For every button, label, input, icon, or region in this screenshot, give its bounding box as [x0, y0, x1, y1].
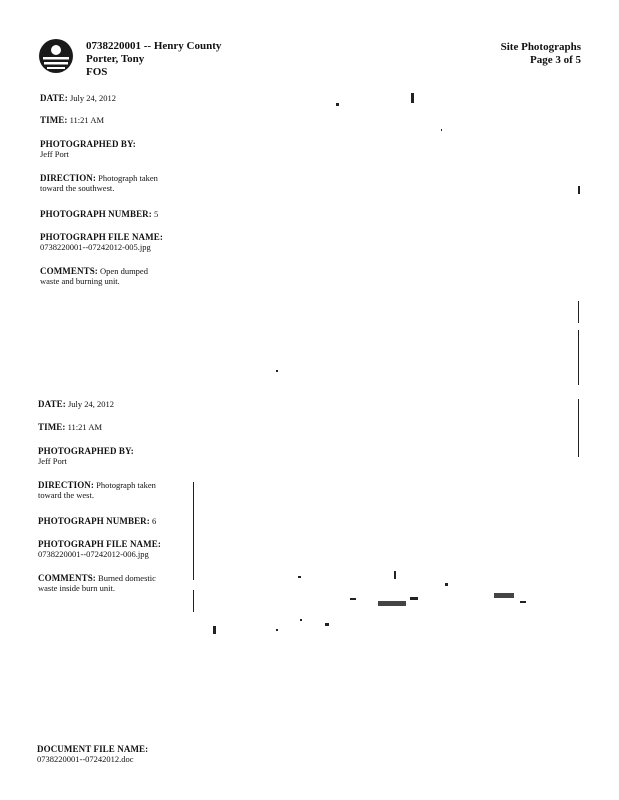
- photo-1-direction: DIRECTION: Photograph taken toward the southwest.: [40, 173, 158, 193]
- site-name-line: Porter, Tony: [86, 53, 145, 65]
- photo-1-time: TIME: 11:21 AM: [40, 115, 105, 125]
- document-type: Site Photographs: [500, 41, 581, 53]
- photo-1-date: DATE: July 24, 2012: [40, 93, 117, 103]
- office-line: FOS: [86, 66, 108, 78]
- page-number: Page 3 of 5: [529, 54, 581, 66]
- photo-1-number: PHOTOGRAPH NUMBER: 5: [40, 209, 159, 219]
- photo-2-comments: COMMENTS: Burned domestic waste inside burn unit.: [38, 573, 156, 593]
- photo-2-number: PHOTOGRAPH NUMBER: 6: [38, 516, 157, 526]
- photo-1-photographer: PHOTOGRAPHED BY: Jeff Port: [40, 139, 136, 159]
- agency-logo-icon: [38, 38, 74, 74]
- site-id-line: 0738220001 -- Henry County: [86, 40, 222, 52]
- site-header: [86, 40, 221, 79]
- photo-2-file-name: PHOTOGRAPH FILE NAME: 0738220001--07242012-006.jpg: [38, 539, 161, 559]
- photo-2-photographer: PHOTOGRAPHED BY: Jeff Port: [38, 446, 134, 466]
- document-file-name: DOCUMENT FILE NAME: 0738220001--07242012.doc: [37, 744, 149, 764]
- page-header-right: [501, 41, 581, 67]
- photo-1-comments: COMMENTS: Open dumped waste and burning unit.: [40, 266, 148, 286]
- photo-2-direction: DIRECTION: Photograph taken toward the west.: [38, 480, 156, 500]
- photo-2-date: DATE: July 24, 2012: [38, 399, 115, 409]
- photo-2-time: TIME: 11:21 AM: [38, 422, 103, 432]
- photo-1-file-name: PHOTOGRAPH FILE NAME: 0738220001--07242012-005.jpg: [40, 232, 163, 252]
